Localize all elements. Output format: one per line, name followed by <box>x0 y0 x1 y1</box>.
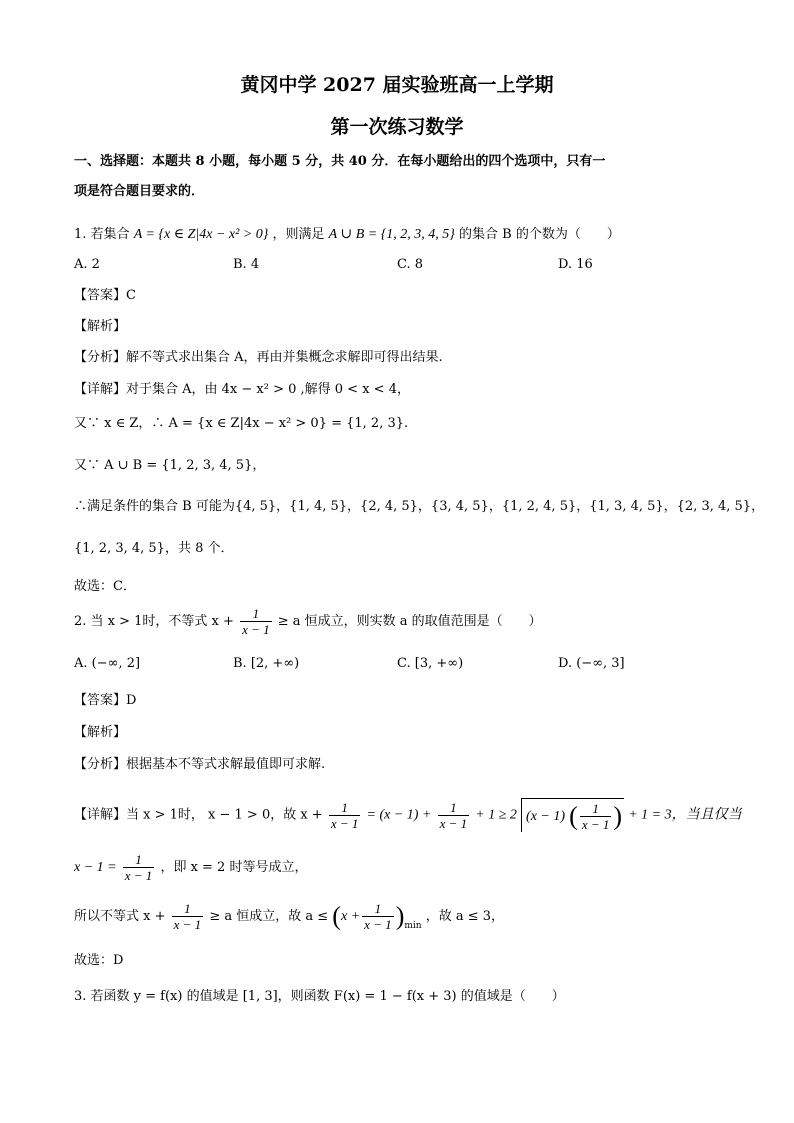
q2-fraction: $\frac{1}{x - 1}$ <box>242 606 270 637</box>
q2-option-d: D. (−∞, 3] <box>558 656 625 671</box>
q2-prefix: 2. 当 x > 1时，不等式 x + <box>74 614 234 629</box>
q2-min-frac: $\frac{1}{x - 1}$ <box>364 901 392 932</box>
q1-tail: 的集合 B 的个数为（ ） <box>459 227 620 242</box>
section-heading: 一、选择题：本题共 8 小题，每小题 5 分，共 40 分．在每小题给出的四个选项中，只有一 <box>74 154 606 169</box>
q2-option-b: B. [2, +∞) <box>233 656 300 671</box>
q2-answer: 【答案】D <box>74 693 137 708</box>
q2-eq-post: ，即 x = 2 时等号成立， <box>160 860 308 875</box>
q1-line-d: ∴满足条件的集合 B 可能为{4, 5}，{1, 4, 5}，{2, 4, 5}，{3, 4, 5}，{1, 2, 4, 5}，{1, 3, 4, 5}，{2, 3, 4, 5}， <box>74 499 765 514</box>
q2-detail-frac-1: $\frac{1}{x - 1}$ <box>330 799 359 831</box>
q1-line-c: 又∵ A ∪ B = {1, 2, 3, 4, 5}， <box>74 458 266 473</box>
q2-detail-frac-2: $\frac{1}{x - 1}$ <box>439 799 468 831</box>
q2-option-a: A. (−∞, 2] <box>74 656 141 671</box>
q2-analysis-label: 【解析】 <box>74 725 127 740</box>
q2-detail-post: + 1 = 3，当且仅当 <box>628 807 742 823</box>
q1-option-d: D. 16 <box>558 257 593 272</box>
q2-equality <box>74 852 307 883</box>
q1-option-b: B. 4 <box>233 257 260 272</box>
q1-line-e: {1, 2, 3, 4, 5}，共 8 个． <box>74 541 234 556</box>
q2-min-label: min <box>404 921 422 931</box>
q2-option-c: C. [3, +∞) <box>397 656 464 671</box>
question-3: 3. 若函数 y = f(x) 的值域是 [1, 3]，则函数 F(x) = 1 − f(x + 3) 的值域是（ ） <box>74 989 565 1004</box>
q2-eq-frac: $\frac{1}{x - 1}$ <box>124 852 153 883</box>
q2-detail <box>74 798 742 832</box>
q2-fenxi: 【分析】根据基本不等式求解最值即可求解. <box>74 757 326 772</box>
title-line-1: 黄冈中学 2027 届实验班高一上学期 <box>240 74 554 96</box>
q2-suffix: ≥ a 恒成立，则实数 a 的取值范围是（ ） <box>277 614 542 629</box>
q1-line-b: 又∵ x ∈ Z，∴ A = {x ∈ Z|4x − x² > 0} = {1, 2, 3}. <box>74 416 409 431</box>
q2-detail-mid2: + 1 ≥ 2 <box>475 807 517 823</box>
section-heading-cont: 项是符合题目要求的． <box>74 184 205 199</box>
q2-so-frac: $\frac{1}{x - 1}$ <box>173 901 202 932</box>
question-1 <box>74 226 620 244</box>
q2-so-mid: ≥ a 恒成立，故 a ≤ <box>209 909 329 924</box>
q1-union: A ∪ B = {1, 2, 3, 4, 5} <box>328 227 455 242</box>
q2-conclusion: 所以不等式 x + $\frac{1}{x - 1}$ ≥ a 恒成立，故 a ≤ (x + $\frac{1}{x - 1}$ )$_{min}$ ，故 a ≤ 3， <box>74 901 505 932</box>
q2-sqrt: (x − 1) ( $\frac{1}{x - 1}$ ) <box>521 798 624 832</box>
q1-choose: 故选：C． <box>74 579 136 594</box>
q1-mid: ，则满足 <box>272 227 325 242</box>
q2-so-pre: 所以不等式 x + <box>74 909 166 924</box>
question-2 <box>74 606 542 637</box>
title-line-2: 第一次练习数学 <box>330 116 464 138</box>
q1-answer: 【答案】C <box>74 288 136 303</box>
q2-detail-mid1: = (x − 1) + <box>366 807 432 823</box>
q1-option-c: C. 8 <box>397 257 424 272</box>
q2-eq-pre: x − 1 = <box>74 860 117 875</box>
q1-prefix: 1. 若集合 <box>74 227 130 242</box>
q1-option-a: A. 2 <box>74 257 100 272</box>
q2-so-post: ，故 a ≤ 3， <box>425 909 505 924</box>
q1-fenxi: 【分析】解不等式求出集合 A，再由并集概念求解即可得出结果. <box>74 350 443 365</box>
q1-xiangjie: 【详解】对于集合 A，由 4x − x² > 0 ,解得 0 < x < 4， <box>74 382 410 397</box>
q1-set-a: A = {x ∈ Z|4x − x² > 0} <box>133 227 269 242</box>
q2-detail-pre: 【详解】当 x > 1时， x − 1 > 0，故 x + <box>74 807 323 823</box>
q2-choose: 故选：D <box>74 953 124 968</box>
q1-analysis-label: 【解析】 <box>74 319 127 334</box>
